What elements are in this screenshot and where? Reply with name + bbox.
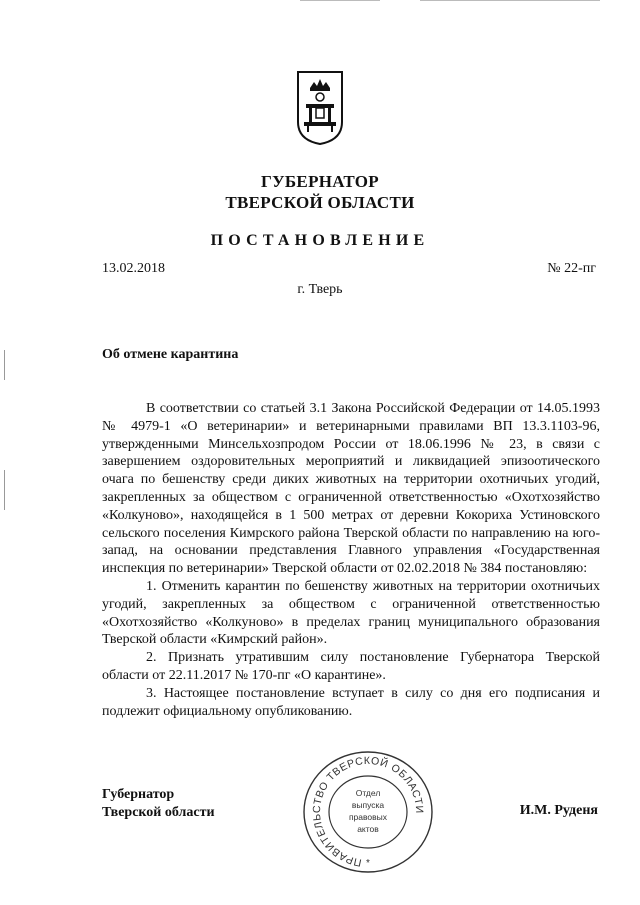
signatory-name: И.М. Руденя xyxy=(519,803,598,818)
stamp-line4: актов xyxy=(357,824,379,834)
authority-title-line1: ГУБЕРНАТОР xyxy=(261,172,379,191)
document-city: г. Тверь xyxy=(297,282,343,297)
document-date: 13.02.2018 xyxy=(102,261,165,276)
signatory-position xyxy=(102,786,215,822)
document-body xyxy=(102,400,600,720)
body-preamble: В соответствии со статьей 3.1 Закона Российской Федерации от 14.05.1993 № 4979-1 «О ветеринарии» и ветеринарными правилами ВП 13.3.1103-96, утвержденными Минсельхозпродом России от 18.06.1996 № 23, в связи с завершением оздоровительных мероприятий и ликвидацией эпизоотического очага по бешенству среди диких животных на территории охотничьих угодий, закрепленных за обществом с ограниченной ответственностью «Охотхозяйство «Колкуново», находящейся в 1 500 метрах от деревни Кокориха Устиновского сельского поселения Кимрского района Тверской области по направлению на юго-запад, на основании представления Главного управления «Государственная инспекция по ветеринарии» Тверской области от 02.02.2018 № 384 постановляю: xyxy=(102,401,600,577)
scan-margin-mark xyxy=(4,470,5,510)
stamp-ring-text: ПРАВИТЕЛЬСТВО ТВЕРСКОЙ ОБЛАСТИ xyxy=(310,754,426,869)
document-number: № 22-пг xyxy=(547,261,596,276)
stamp-star: * xyxy=(366,858,370,869)
document-type: ПОСТАНОВЛЕНИЕ xyxy=(210,232,430,249)
scan-margin-mark xyxy=(4,350,5,380)
signatory-position-line1: Губернатор xyxy=(102,787,175,802)
document-subject: Об отмене карантина xyxy=(102,347,239,362)
stamp-line1: Отдел xyxy=(355,788,381,798)
stamp-line3: правовых xyxy=(348,812,388,822)
official-stamp xyxy=(298,748,438,876)
body-item-3: 3. Настоящее постановление вступает в силу со дня его подписания и подлежит официальному опубликованию. xyxy=(102,685,600,719)
scan-artifact-line xyxy=(300,0,380,1)
authority-title-line2: ТВЕРСКОЙ ОБЛАСТИ xyxy=(225,193,415,212)
body-item-2: 2. Признать утратившим силу постановление Губернатора Тверской области от 22.11.2017 № 170-пг «О карантине». xyxy=(102,650,600,683)
tver-coat-of-arms-icon xyxy=(296,70,344,146)
signatory-position-line2: Тверской области xyxy=(102,805,215,820)
scan-artifact-line xyxy=(420,0,600,1)
stamp-line2: выпуска xyxy=(351,800,385,810)
body-item-1: 1. Отменить карантин по бешенству животных на территории охотничьих угодий, закрепленных за обществом с ограниченной ответственностью «Охотхозяйство «Колкуново» в пределах границ муниципального образования Тверской области «Кимрский район». xyxy=(102,578,600,648)
